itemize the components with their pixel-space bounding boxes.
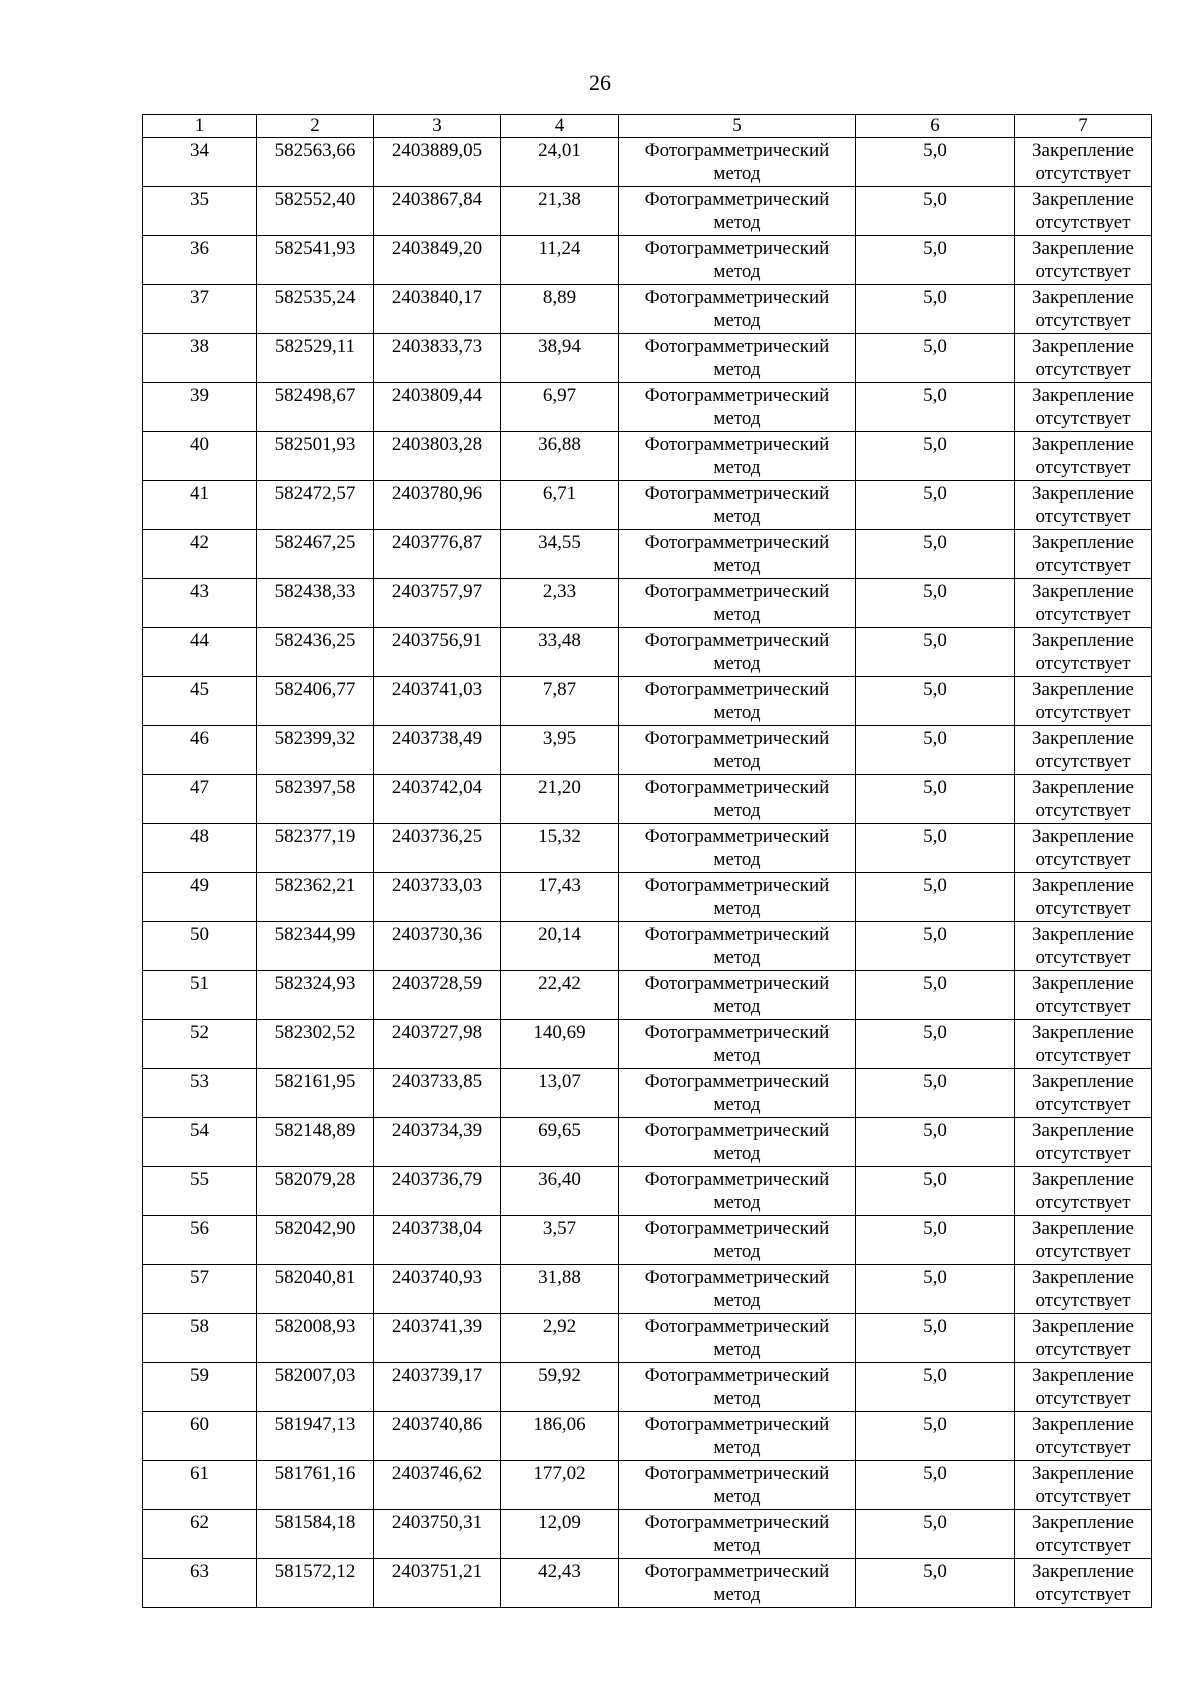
y-coordinate-cell: 2403809,44 [374,383,501,432]
point-number-cell: 41 [143,481,257,530]
point-number-cell: 62 [143,1510,257,1559]
fixing-cell: Закрепление отсутствует [1015,775,1152,824]
fixing-cell: Закрепление отсутствует [1015,922,1152,971]
method-cell: Фотограмметрический метод [619,1265,856,1314]
fixing-cell: Закрепление отсутствует [1015,824,1152,873]
point-number-cell: 59 [143,1363,257,1412]
distance-cell: 20,14 [501,922,619,971]
x-coordinate-cell: 582161,95 [257,1069,374,1118]
point-number-cell: 40 [143,432,257,481]
y-coordinate-cell: 2403736,79 [374,1167,501,1216]
accuracy-cell: 5,0 [856,1167,1015,1216]
fixing-cell: Закрепление отсутствует [1015,579,1152,628]
accuracy-cell: 5,0 [856,1118,1015,1167]
coordinates-table [142,114,1152,1608]
distance-cell: 36,88 [501,432,619,481]
table-row [143,726,1152,775]
distance-cell: 186,06 [501,1412,619,1461]
y-coordinate-cell: 2403803,28 [374,432,501,481]
table-row [143,1314,1152,1363]
accuracy-cell: 5,0 [856,334,1015,383]
x-coordinate-cell: 582148,89 [257,1118,374,1167]
table-row [143,1118,1152,1167]
fixing-cell: Закрепление отсутствует [1015,481,1152,530]
table-row [143,1412,1152,1461]
accuracy-cell: 5,0 [856,138,1015,187]
accuracy-cell: 5,0 [856,1510,1015,1559]
accuracy-cell: 5,0 [856,1265,1015,1314]
distance-cell: 24,01 [501,138,619,187]
distance-cell: 7,87 [501,677,619,726]
x-coordinate-cell: 582438,33 [257,579,374,628]
y-coordinate-cell: 2403733,03 [374,873,501,922]
y-coordinate-cell: 2403733,85 [374,1069,501,1118]
table-row [143,1265,1152,1314]
point-number-cell: 54 [143,1118,257,1167]
distance-cell: 3,95 [501,726,619,775]
table-row [143,1216,1152,1265]
x-coordinate-cell: 581947,13 [257,1412,374,1461]
x-coordinate-cell: 582535,24 [257,285,374,334]
y-coordinate-cell: 2403738,49 [374,726,501,775]
y-coordinate-cell: 2403867,84 [374,187,501,236]
table-row [143,971,1152,1020]
y-coordinate-cell: 2403780,96 [374,481,501,530]
y-coordinate-cell: 2403730,36 [374,922,501,971]
method-cell: Фотограмметрический метод [619,579,856,628]
y-coordinate-cell: 2403741,39 [374,1314,501,1363]
table-row [143,873,1152,922]
fixing-cell: Закрепление отсутствует [1015,1412,1152,1461]
table-row [143,1020,1152,1069]
distance-cell: 59,92 [501,1363,619,1412]
method-cell: Фотограмметрический метод [619,1510,856,1559]
accuracy-cell: 5,0 [856,236,1015,285]
fixing-cell: Закрепление отсутствует [1015,383,1152,432]
accuracy-cell: 5,0 [856,1020,1015,1069]
table-row [143,285,1152,334]
method-cell: Фотограмметрический метод [619,1461,856,1510]
distance-cell: 2,92 [501,1314,619,1363]
fixing-cell: Закрепление отсутствует [1015,285,1152,334]
table-row [143,236,1152,285]
y-coordinate-cell: 2403727,98 [374,1020,501,1069]
fixing-cell: Закрепление отсутствует [1015,1265,1152,1314]
table-row [143,1559,1152,1608]
x-coordinate-cell: 582079,28 [257,1167,374,1216]
y-coordinate-cell: 2403739,17 [374,1363,501,1412]
point-number-cell: 50 [143,922,257,971]
x-coordinate-cell: 582377,19 [257,824,374,873]
table-body [143,138,1152,1608]
fixing-cell: Закрепление отсутствует [1015,1559,1152,1608]
point-number-cell: 58 [143,1314,257,1363]
x-coordinate-cell: 581584,18 [257,1510,374,1559]
method-cell: Фотограмметрический метод [619,1167,856,1216]
fixing-cell: Закрепление отсутствует [1015,530,1152,579]
y-coordinate-cell: 2403750,31 [374,1510,501,1559]
distance-cell: 6,71 [501,481,619,530]
column-header: 3 [374,115,501,138]
accuracy-cell: 5,0 [856,1314,1015,1363]
y-coordinate-cell: 2403840,17 [374,285,501,334]
accuracy-cell: 5,0 [856,481,1015,530]
x-coordinate-cell: 581761,16 [257,1461,374,1510]
point-number-cell: 52 [143,1020,257,1069]
table-row [143,628,1152,677]
y-coordinate-cell: 2403738,04 [374,1216,501,1265]
x-coordinate-cell: 582472,57 [257,481,374,530]
fixing-cell: Закрепление отсутствует [1015,726,1152,775]
column-header: 5 [619,115,856,138]
point-number-cell: 37 [143,285,257,334]
y-coordinate-cell: 2403741,03 [374,677,501,726]
point-number-cell: 55 [143,1167,257,1216]
method-cell: Фотограмметрический метод [619,775,856,824]
method-cell: Фотограмметрический метод [619,530,856,579]
table-row [143,1510,1152,1559]
column-header: 1 [143,115,257,138]
x-coordinate-cell: 582501,93 [257,432,374,481]
point-number-cell: 60 [143,1412,257,1461]
y-coordinate-cell: 2403776,87 [374,530,501,579]
x-coordinate-cell: 581572,12 [257,1559,374,1608]
fixing-cell: Закрепление отсутствует [1015,1363,1152,1412]
table-row [143,579,1152,628]
y-coordinate-cell: 2403833,73 [374,334,501,383]
distance-cell: 12,09 [501,1510,619,1559]
fixing-cell: Закрепление отсутствует [1015,1510,1152,1559]
table-row [143,1461,1152,1510]
table-row [143,1363,1152,1412]
method-cell: Фотограмметрический метод [619,432,856,481]
accuracy-cell: 5,0 [856,383,1015,432]
distance-cell: 3,57 [501,1216,619,1265]
column-header: 6 [856,115,1015,138]
distance-cell: 17,43 [501,873,619,922]
fixing-cell: Закрепление отсутствует [1015,187,1152,236]
method-cell: Фотограмметрический метод [619,677,856,726]
fixing-cell: Закрепление отсутствует [1015,1461,1152,1510]
accuracy-cell: 5,0 [856,971,1015,1020]
table-row [143,481,1152,530]
table-row [143,922,1152,971]
distance-cell: 177,02 [501,1461,619,1510]
y-coordinate-cell: 2403740,86 [374,1412,501,1461]
accuracy-cell: 5,0 [856,285,1015,334]
accuracy-cell: 5,0 [856,1412,1015,1461]
x-coordinate-cell: 582302,52 [257,1020,374,1069]
method-cell: Фотограмметрический метод [619,1412,856,1461]
method-cell: Фотограмметрический метод [619,726,856,775]
y-coordinate-cell: 2403742,04 [374,775,501,824]
x-coordinate-cell: 582344,99 [257,922,374,971]
y-coordinate-cell: 2403740,93 [374,1265,501,1314]
point-number-cell: 43 [143,579,257,628]
accuracy-cell: 5,0 [856,1559,1015,1608]
distance-cell: 31,88 [501,1265,619,1314]
y-coordinate-cell: 2403734,39 [374,1118,501,1167]
point-number-cell: 47 [143,775,257,824]
distance-cell: 36,40 [501,1167,619,1216]
table-row [143,775,1152,824]
accuracy-cell: 5,0 [856,432,1015,481]
accuracy-cell: 5,0 [856,530,1015,579]
method-cell: Фотограмметрический метод [619,1363,856,1412]
x-coordinate-cell: 582406,77 [257,677,374,726]
fixing-cell: Закрепление отсутствует [1015,432,1152,481]
fixing-cell: Закрепление отсутствует [1015,1020,1152,1069]
y-coordinate-cell: 2403751,21 [374,1559,501,1608]
method-cell: Фотограмметрический метод [619,481,856,530]
table-row [143,530,1152,579]
table-row [143,1069,1152,1118]
x-coordinate-cell: 582042,90 [257,1216,374,1265]
y-coordinate-cell: 2403756,91 [374,628,501,677]
method-cell: Фотограмметрический метод [619,628,856,677]
point-number-cell: 42 [143,530,257,579]
point-number-cell: 53 [143,1069,257,1118]
distance-cell: 2,33 [501,579,619,628]
fixing-cell: Закрепление отсутствует [1015,628,1152,677]
method-cell: Фотограмметрический метод [619,873,856,922]
x-coordinate-cell: 582399,32 [257,726,374,775]
method-cell: Фотограмметрический метод [619,285,856,334]
fixing-cell: Закрепление отсутствует [1015,1069,1152,1118]
distance-cell: 22,42 [501,971,619,1020]
fixing-cell: Закрепление отсутствует [1015,1118,1152,1167]
x-coordinate-cell: 582436,25 [257,628,374,677]
table-row [143,824,1152,873]
point-number-cell: 48 [143,824,257,873]
fixing-cell: Закрепление отсутствует [1015,1167,1152,1216]
table-row [143,187,1152,236]
fixing-cell: Закрепление отсутствует [1015,971,1152,1020]
method-cell: Фотограмметрический метод [619,1559,856,1608]
point-number-cell: 63 [143,1559,257,1608]
accuracy-cell: 5,0 [856,579,1015,628]
distance-cell: 21,20 [501,775,619,824]
table-row [143,1167,1152,1216]
x-coordinate-cell: 582362,21 [257,873,374,922]
method-cell: Фотограмметрический метод [619,1020,856,1069]
method-cell: Фотограмметрический метод [619,138,856,187]
x-coordinate-cell: 582007,03 [257,1363,374,1412]
table-row [143,383,1152,432]
accuracy-cell: 5,0 [856,873,1015,922]
y-coordinate-cell: 2403736,25 [374,824,501,873]
header-row [143,115,1152,138]
column-header: 2 [257,115,374,138]
fixing-cell: Закрепление отсутствует [1015,677,1152,726]
method-cell: Фотограмметрический метод [619,1069,856,1118]
point-number-cell: 44 [143,628,257,677]
accuracy-cell: 5,0 [856,1363,1015,1412]
x-coordinate-cell: 582008,93 [257,1314,374,1363]
accuracy-cell: 5,0 [856,628,1015,677]
distance-cell: 33,48 [501,628,619,677]
distance-cell: 34,55 [501,530,619,579]
accuracy-cell: 5,0 [856,726,1015,775]
point-number-cell: 34 [143,138,257,187]
accuracy-cell: 5,0 [856,824,1015,873]
point-number-cell: 57 [143,1265,257,1314]
method-cell: Фотограмметрический метод [619,824,856,873]
y-coordinate-cell: 2403746,62 [374,1461,501,1510]
method-cell: Фотограмметрический метод [619,383,856,432]
x-coordinate-cell: 582498,67 [257,383,374,432]
accuracy-cell: 5,0 [856,187,1015,236]
x-coordinate-cell: 582563,66 [257,138,374,187]
table-row [143,334,1152,383]
x-coordinate-cell: 582541,93 [257,236,374,285]
distance-cell: 13,07 [501,1069,619,1118]
distance-cell: 38,94 [501,334,619,383]
accuracy-cell: 5,0 [856,1216,1015,1265]
fixing-cell: Закрепление отсутствует [1015,873,1152,922]
column-header: 4 [501,115,619,138]
distance-cell: 21,38 [501,187,619,236]
method-cell: Фотограмметрический метод [619,187,856,236]
method-cell: Фотограмметрический метод [619,1314,856,1363]
y-coordinate-cell: 2403889,05 [374,138,501,187]
x-coordinate-cell: 582467,25 [257,530,374,579]
point-number-cell: 39 [143,383,257,432]
fixing-cell: Закрепление отсутствует [1015,138,1152,187]
accuracy-cell: 5,0 [856,1461,1015,1510]
x-coordinate-cell: 582552,40 [257,187,374,236]
point-number-cell: 46 [143,726,257,775]
accuracy-cell: 5,0 [856,775,1015,824]
y-coordinate-cell: 2403849,20 [374,236,501,285]
accuracy-cell: 5,0 [856,1069,1015,1118]
distance-cell: 15,32 [501,824,619,873]
point-number-cell: 51 [143,971,257,1020]
fixing-cell: Закрепление отсутствует [1015,1216,1152,1265]
fixing-cell: Закрепление отсутствует [1015,1314,1152,1363]
method-cell: Фотограмметрический метод [619,1216,856,1265]
point-number-cell: 35 [143,187,257,236]
table-row [143,138,1152,187]
table-row [143,677,1152,726]
method-cell: Фотограмметрический метод [619,1118,856,1167]
x-coordinate-cell: 582040,81 [257,1265,374,1314]
y-coordinate-cell: 2403757,97 [374,579,501,628]
point-number-cell: 45 [143,677,257,726]
distance-cell: 69,65 [501,1118,619,1167]
point-number-cell: 49 [143,873,257,922]
x-coordinate-cell: 582324,93 [257,971,374,1020]
distance-cell: 42,43 [501,1559,619,1608]
point-number-cell: 36 [143,236,257,285]
method-cell: Фотограмметрический метод [619,971,856,1020]
distance-cell: 140,69 [501,1020,619,1069]
accuracy-cell: 5,0 [856,677,1015,726]
point-number-cell: 61 [143,1461,257,1510]
column-header: 7 [1015,115,1152,138]
point-number-cell: 38 [143,334,257,383]
x-coordinate-cell: 582397,58 [257,775,374,824]
method-cell: Фотограмметрический метод [619,334,856,383]
distance-cell: 8,89 [501,285,619,334]
y-coordinate-cell: 2403728,59 [374,971,501,1020]
fixing-cell: Закрепление отсутствует [1015,236,1152,285]
method-cell: Фотограмметрический метод [619,922,856,971]
method-cell: Фотограмметрический метод [619,236,856,285]
x-coordinate-cell: 582529,11 [257,334,374,383]
point-number-cell: 56 [143,1216,257,1265]
table-row [143,432,1152,481]
fixing-cell: Закрепление отсутствует [1015,334,1152,383]
distance-cell: 11,24 [501,236,619,285]
page-number: 26 [589,70,611,95]
accuracy-cell: 5,0 [856,922,1015,971]
distance-cell: 6,97 [501,383,619,432]
